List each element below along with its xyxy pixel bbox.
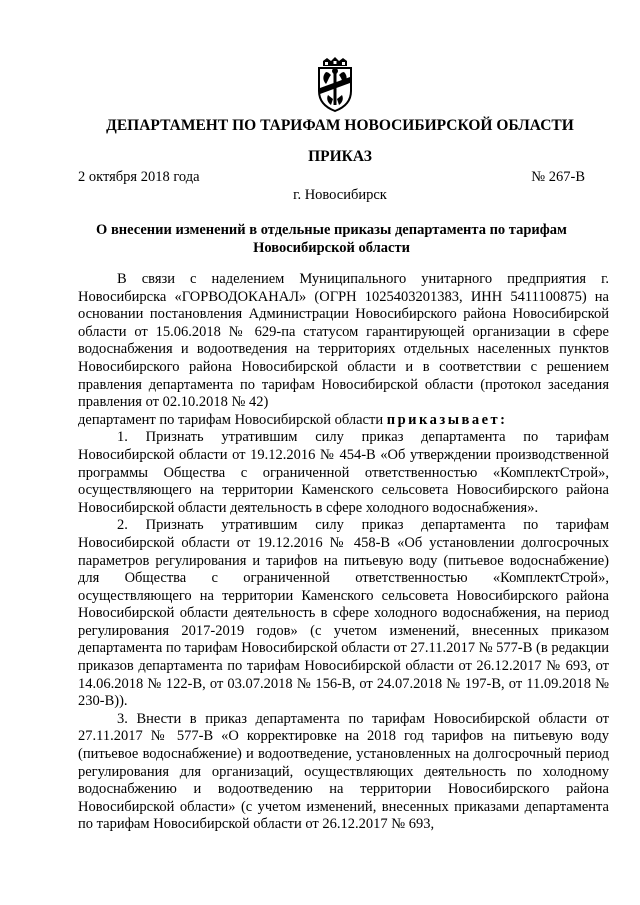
document-type: ПРИКАЗ — [308, 148, 372, 165]
preamble-paragraph: В связи с наделением Муниципального унитарного предприятия г. Новосибирска «ГОРВОДОКАНАЛ» (ОГРН 1025403201383, ИНН 5411100875) на основании постановления Администрации Новосибирского района Новосибирской области от 15.06.2018 № 629-па статусом гарантирующей организации в сфере водоснабжения и водоотведения на территориях отдельных населенных пунктов Новосибирского района Новосибирской области и в соответствии с решением правления департамента по тарифам Новосибирской области (протокол заседания правления от 02.10.2018 № 42) — [78, 271, 609, 411]
city: г. Новосибирск — [293, 187, 387, 203]
item-3-paragraph: 3. Внести в приказ департамента по тарифам Новосибирской области от 27.11.2017 № 577-В «О корректировке на 2018 год тарифов на питьевую воду (питьевое водоснабжение) и водоотведение, установленных на долгосрочный период регулирования для организаций, осуществляющих деятельность по холодному водоснабжению и водоотведению на территории Новосибирского района Новосибирской области» (с учетом изменений, внесенных приказами департамента по тарифам Новосибирской области от 26.12.2017 № 693, — [78, 710, 609, 833]
novosibirsk-coat-of-arms-icon — [311, 57, 359, 113]
decree-prefix: департамент по тарифам Новосибирской области — [78, 411, 387, 428]
order-number: № 267-В — [531, 169, 585, 185]
decree-word: приказывает: — [386, 411, 508, 428]
item-2-paragraph: 2. Признать утратившим силу приказ департамента по тарифам Новосибирской области от 19.12.2016 № 458-В «Об установлении долгосрочных параметров регулирования и тарифов на питьевую воду (питьевое водоснабжение) для Общества с ограниченной ответственностью «КомплектСтрой», осуществляющего на территории Каменского сельсовета Новосибирского района Новосибирской области деятельность в сфере холодного водоснабжения, на период регулирования 2017-2019 годов» (с учетом изменений, внесенных приказом департамента по тарифам Новосибирской области от 27.11.2017 № 577-В (в редакции приказов департамента по тарифам Новосибирской области от 26.12.2017 № 693, от 14.06.2018 № 122-В, от 03.07.2018 № 156-В, от 24.07.2018 № 197-В, от 11.09.2018 № 230-В)). — [78, 517, 609, 710]
order-date: 2 октября 2018 года — [78, 169, 200, 185]
decree-line — [78, 412, 609, 430]
department-title: ДЕПАРТАМЕНТ ПО ТАРИФАМ НОВОСИБИРСКОЙ ОБЛАСТИ — [106, 117, 574, 134]
order-body — [78, 271, 609, 834]
order-subject: О внесении изменений в отдельные приказы департамента по тарифам Новосибирской области — [96, 222, 567, 256]
item-1-paragraph: 1. Признать утратившим силу приказ департамента по тарифам Новосибирской области от 19.12.2016 № 454-В «Об утверждении производственной программы Общества с ограниченной ответственностью «КомплектСтрой», осуществляющего на территории Каменского сельсовета Новосибирского района Новосибирской области деятельность в сфере холодного водоснабжения». — [78, 429, 609, 516]
